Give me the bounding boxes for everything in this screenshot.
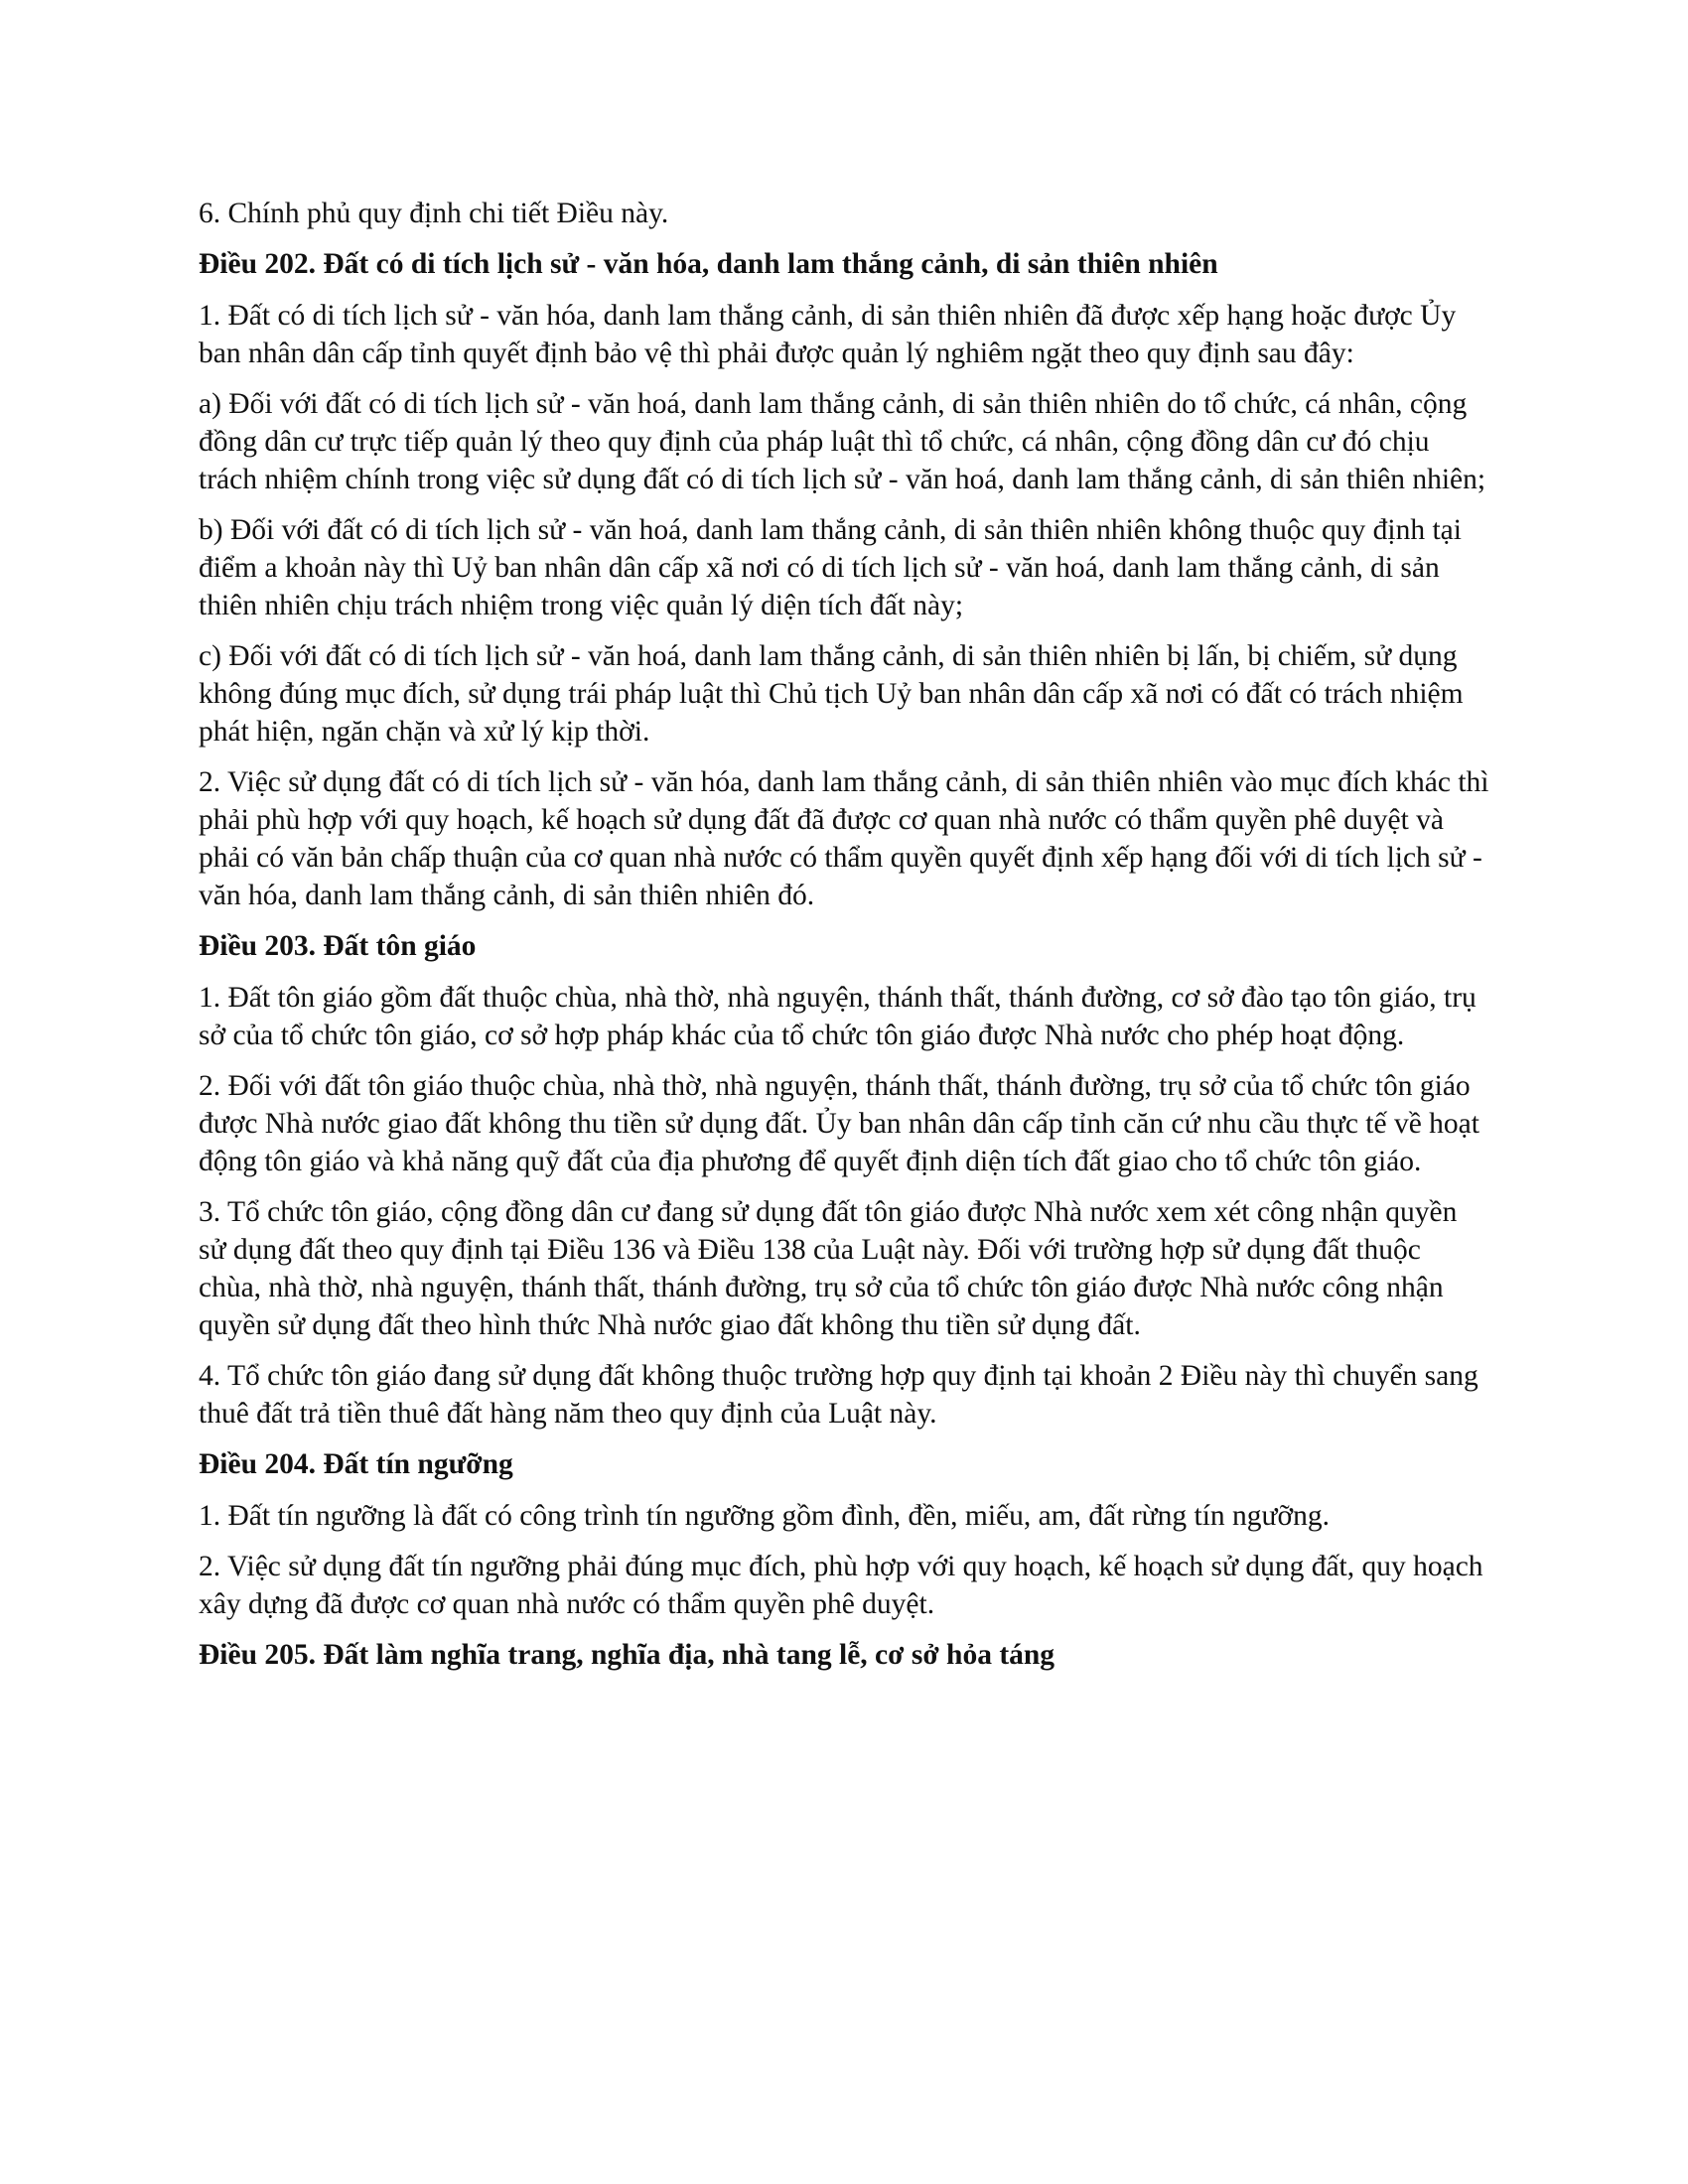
clause-6-govt-detail: 6. Chính phủ quy định chi tiết Điều này. [199, 198, 669, 229]
article-203-clause-2: 2. Đối với đất tôn giáo thuộc chùa, nhà thờ, nhà nguyện, thánh thất, thánh đường, trụ sở của tổ chức tôn giáo được Nhà nước giao đất không thu tiền sử dụng đất. Ủy ban nhân dân cấp tỉnh căn cứ nhu cầu thực tế về hoạt động tôn giáo và khả năng quỹ đất của địa phương để quyết định diện tích đất giao cho tổ chức tôn giáo. [199, 1070, 1479, 1177]
article-202-point-b: b) Đối với đất có di tích lịch sử - văn hoá, danh lam thắng cảnh, di sản thiên nhiên không thuộc quy định tại điểm a khoản này thì Uỷ ban nhân dân cấp xã nơi có di tích lịch sử - văn hoá, danh lam thắng cảnh, di sản thiên nhiên chịu trách nhiệm trong việc quản lý diện tích đất này; [199, 514, 1462, 621]
article-202-point-c: c) Đối với đất có di tích lịch sử - văn hoá, danh lam thắng cảnh, di sản thiên nhiên bị lấn, bị chiếm, sử dụng không đúng mục đích, sử dụng trái pháp luật thì Chủ tịch Uỷ ban nhân dân cấp xã nơi có đất có trách nhiệm phát hiện, ngăn chặn và xử lý kịp thời. [199, 640, 1464, 748]
article-204-heading: Điều 204. Đất tín ngưỡng [199, 1448, 513, 1480]
article-203-clause-1: 1. Đất tôn giáo gồm đất thuộc chùa, nhà thờ, nhà nguyện, thánh thất, thánh đường, cơ sở đào tạo tôn giáo, trụ sở của tổ chức tôn giáo, cơ sở hợp pháp khác của tổ chức tôn giáo được Nhà nước cho phép hoạt động. [199, 982, 1477, 1051]
article-202-heading: Điều 202. Đất có di tích lịch sử - văn hóa, danh lam thắng cảnh, di sản thiên nhiên [199, 248, 1218, 280]
article-204-clause-1: 1. Đất tín ngưỡng là đất có công trình tín ngưỡng gồm đình, đền, miếu, am, đất rừng tín ngưỡng. [199, 1500, 1331, 1532]
article-203-heading: Điều 203. Đất tôn giáo [199, 930, 477, 962]
article-202-point-a: a) Đối với đất có di tích lịch sử - văn hoá, danh lam thắng cảnh, di sản thiên nhiên do tổ chức, cá nhân, cộng đồng dân cư trực tiếp quản lý theo quy định của pháp luật thì tổ chức, cá nhân, cộng đồng dân cư đó chịu trách nhiệm chính trong việc sử dụng đất có di tích lịch sử - văn hoá, danh lam thắng cảnh, di sản thiên nhiên; [199, 388, 1486, 495]
article-205-heading: Điều 205. Đất làm nghĩa trang, nghĩa địa, nhà tang lễ, cơ sở hỏa táng [199, 1639, 1055, 1671]
article-202-clause-1: 1. Đất có di tích lịch sử - văn hóa, danh lam thắng cảnh, di sản thiên nhiên đã được xếp hạng hoặc được Ủy ban nhân dân cấp tỉnh quyết định bảo vệ thì phải được quản lý nghiêm ngặt theo quy định sau đây: [199, 300, 1457, 369]
article-203-clause-3: 3. Tổ chức tôn giáo, cộng đồng dân cư đang sử dụng đất tôn giáo được Nhà nước xem xét công nhận quyền sử dụng đất theo quy định tại Điều 136 và Điều 138 của Luật này. Đối với trường hợp sử dụng đất thuộc chùa, nhà thờ, nhà nguyện, thánh thất, thánh đường, trụ sở của tổ chức tôn giáo được Nhà nước công nhận quyền sử dụng đất theo hình thức Nhà nước giao đất không thu tiền sử dụng đất. [199, 1196, 1458, 1341]
article-204-clause-2: 2. Việc sử dụng đất tín ngưỡng phải đúng mục đích, phù hợp với quy hoạch, kế hoạch sử dụng đất, quy hoạch xây dựng đã được cơ quan nhà nước có thẩm quyền phê duyệt. [199, 1551, 1483, 1620]
article-203-clause-4: 4. Tổ chức tôn giáo đang sử dụng đất không thuộc trường hợp quy định tại khoản 2 Điều này thì chuyển sang thuê đất trả tiền thuê đất hàng năm theo quy định của Luật này. [199, 1360, 1478, 1430]
article-202-clause-2: 2. Việc sử dụng đất có di tích lịch sử - văn hóa, danh lam thắng cảnh, di sản thiên nhiên vào mục đích khác thì phải phù hợp với quy hoạch, kế hoạch sử dụng đất đã được cơ quan nhà nước có thẩm quyền phê duyệt và phải có văn bản chấp thuận của cơ quan nhà nước có thẩm quyền quyết định xếp hạng đối với di tích lịch sử - văn hóa, danh lam thắng cảnh, di sản thiên nhiên đó. [199, 766, 1489, 911]
document-page [199, 195, 1489, 1688]
